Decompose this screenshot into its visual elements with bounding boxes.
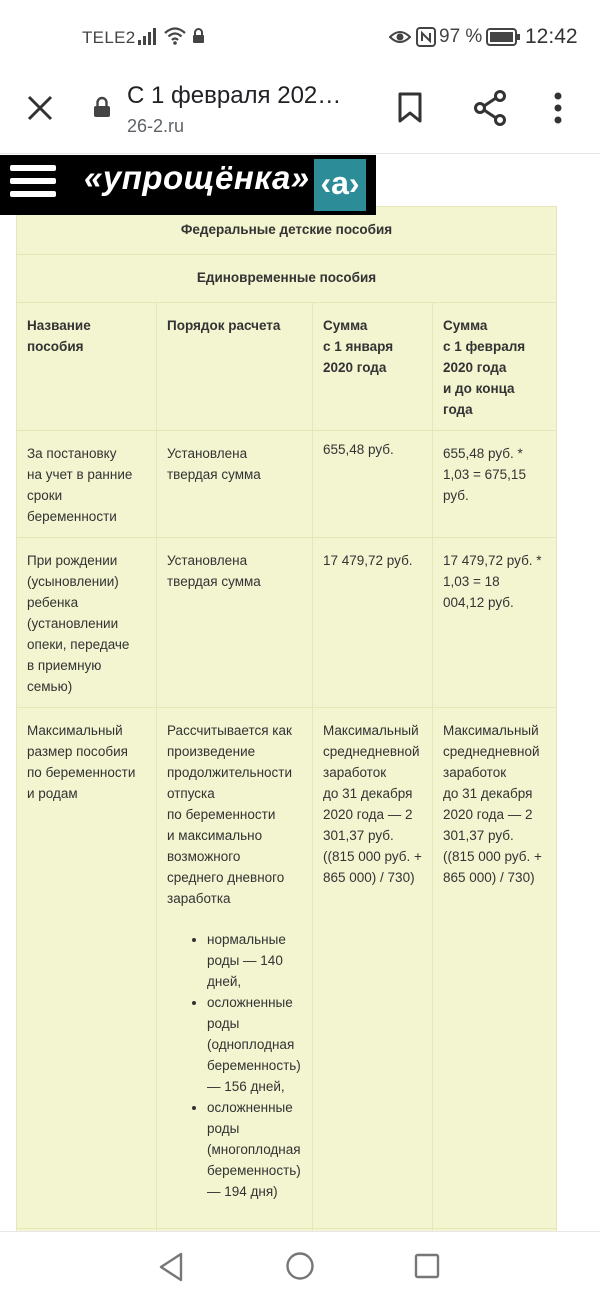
table-row — [17, 431, 557, 538]
cell-sum-feb: 655,48 руб. * 1,03 = 675,15 руб. — [433, 431, 557, 538]
cell-sum-jan: 17 479,72 руб. — [313, 538, 433, 708]
cell-sum-feb: Максимальный среднедневной заработок до 31 декабря 2020 года — 2 301,37 руб. ((815 000 руб. + 865 000) / 730) — [433, 708, 557, 1229]
cell-sum-jan: Максимальный среднедневной заработок до 31 декабря 2020 года — 2 301,37 руб. ((815 000 руб. + 865 000) / 730) — [313, 708, 433, 1229]
cell-name: При рождении (усыновлении) ребенка (установлении опеки, передаче в приемную семью) — [17, 538, 157, 708]
cell-order: Рассчитывается как произведение продолжительности отпуска по беременности и максимально возможного среднего дневного заработка • нормальные роды — 140 дней, • осложненные роды (одноплодная беременность) — 156 дней, • осложненные роды (многоплодная беременность) — 194 дня) — [157, 708, 313, 1229]
list-item: • осложненные роды (одноплодная беременность) — 156 дней, — [207, 992, 302, 1097]
table-subtitle: Единовременные пособия — [17, 255, 557, 303]
home-icon[interactable] — [285, 1251, 315, 1281]
page-title[interactable]: С 1 февраля 202… — [127, 82, 342, 109]
share-icon[interactable] — [473, 90, 507, 126]
site-logo[interactable]: «упрощёнка» — [84, 159, 310, 196]
web-page — [0, 155, 600, 1231]
table-subtitle-row — [17, 255, 557, 303]
lock-icon[interactable] — [93, 96, 111, 118]
table-row — [17, 708, 557, 1229]
status-bar — [0, 0, 600, 76]
benefits-table — [16, 206, 557, 1231]
header-name: Название пособия — [17, 303, 157, 431]
hamburger-menu-icon[interactable] — [10, 165, 56, 205]
more-icon[interactable] — [553, 92, 563, 124]
table-title: Федеральные детские пособия — [17, 207, 557, 255]
header-sum-jan: Сумма с 1 января 2020 года — [313, 303, 433, 431]
lock-icon — [192, 28, 205, 44]
back-icon[interactable] — [158, 1252, 184, 1282]
system-nav-bar — [0, 1231, 600, 1299]
page-url[interactable]: 26-2.ru — [127, 116, 185, 136]
site-logo-badge[interactable]: ‹а› — [314, 159, 366, 211]
eye-icon — [389, 28, 411, 46]
carrier-label: TELE2 — [82, 28, 136, 47]
battery-percent: 97 % — [439, 26, 483, 47]
signal-icon — [138, 27, 158, 45]
recent-apps-icon[interactable] — [414, 1253, 440, 1279]
header-sum-feb: Сумма с 1 февраля 2020 года и до конца года — [433, 303, 557, 431]
cell-order: Установлена твердая сумма — [157, 538, 313, 708]
cell-order: Установлена твердая сумма — [157, 431, 313, 538]
nfc-icon — [416, 27, 436, 47]
pregnancy-cases-list — [191, 929, 302, 1202]
cell-sum-jan: 655,48 руб. — [313, 431, 433, 538]
table-row — [17, 538, 557, 708]
site-header — [0, 155, 376, 215]
list-item: • нормальные роды — 140 дней, — [207, 929, 302, 992]
browser-toolbar — [0, 76, 600, 154]
table-header-row — [17, 303, 557, 431]
cell-sum-feb: 17 479,72 руб. * 1,03 = 18 004,12 руб. — [433, 538, 557, 708]
close-icon[interactable] — [26, 94, 54, 122]
bookmark-icon[interactable] — [397, 92, 423, 124]
wifi-icon — [164, 27, 186, 45]
list-item: • осложненные роды (многоплодная беременность) — 194 дня) — [207, 1097, 302, 1202]
cell-name: Максимальный размер пособия по беременности и родам — [17, 708, 157, 1229]
battery-icon — [486, 28, 520, 46]
cell-name: За постановку на учет в ранние сроки беременности — [17, 431, 157, 538]
clock: 12:42 — [525, 25, 578, 48]
header-order: Порядок расчета — [157, 303, 313, 431]
